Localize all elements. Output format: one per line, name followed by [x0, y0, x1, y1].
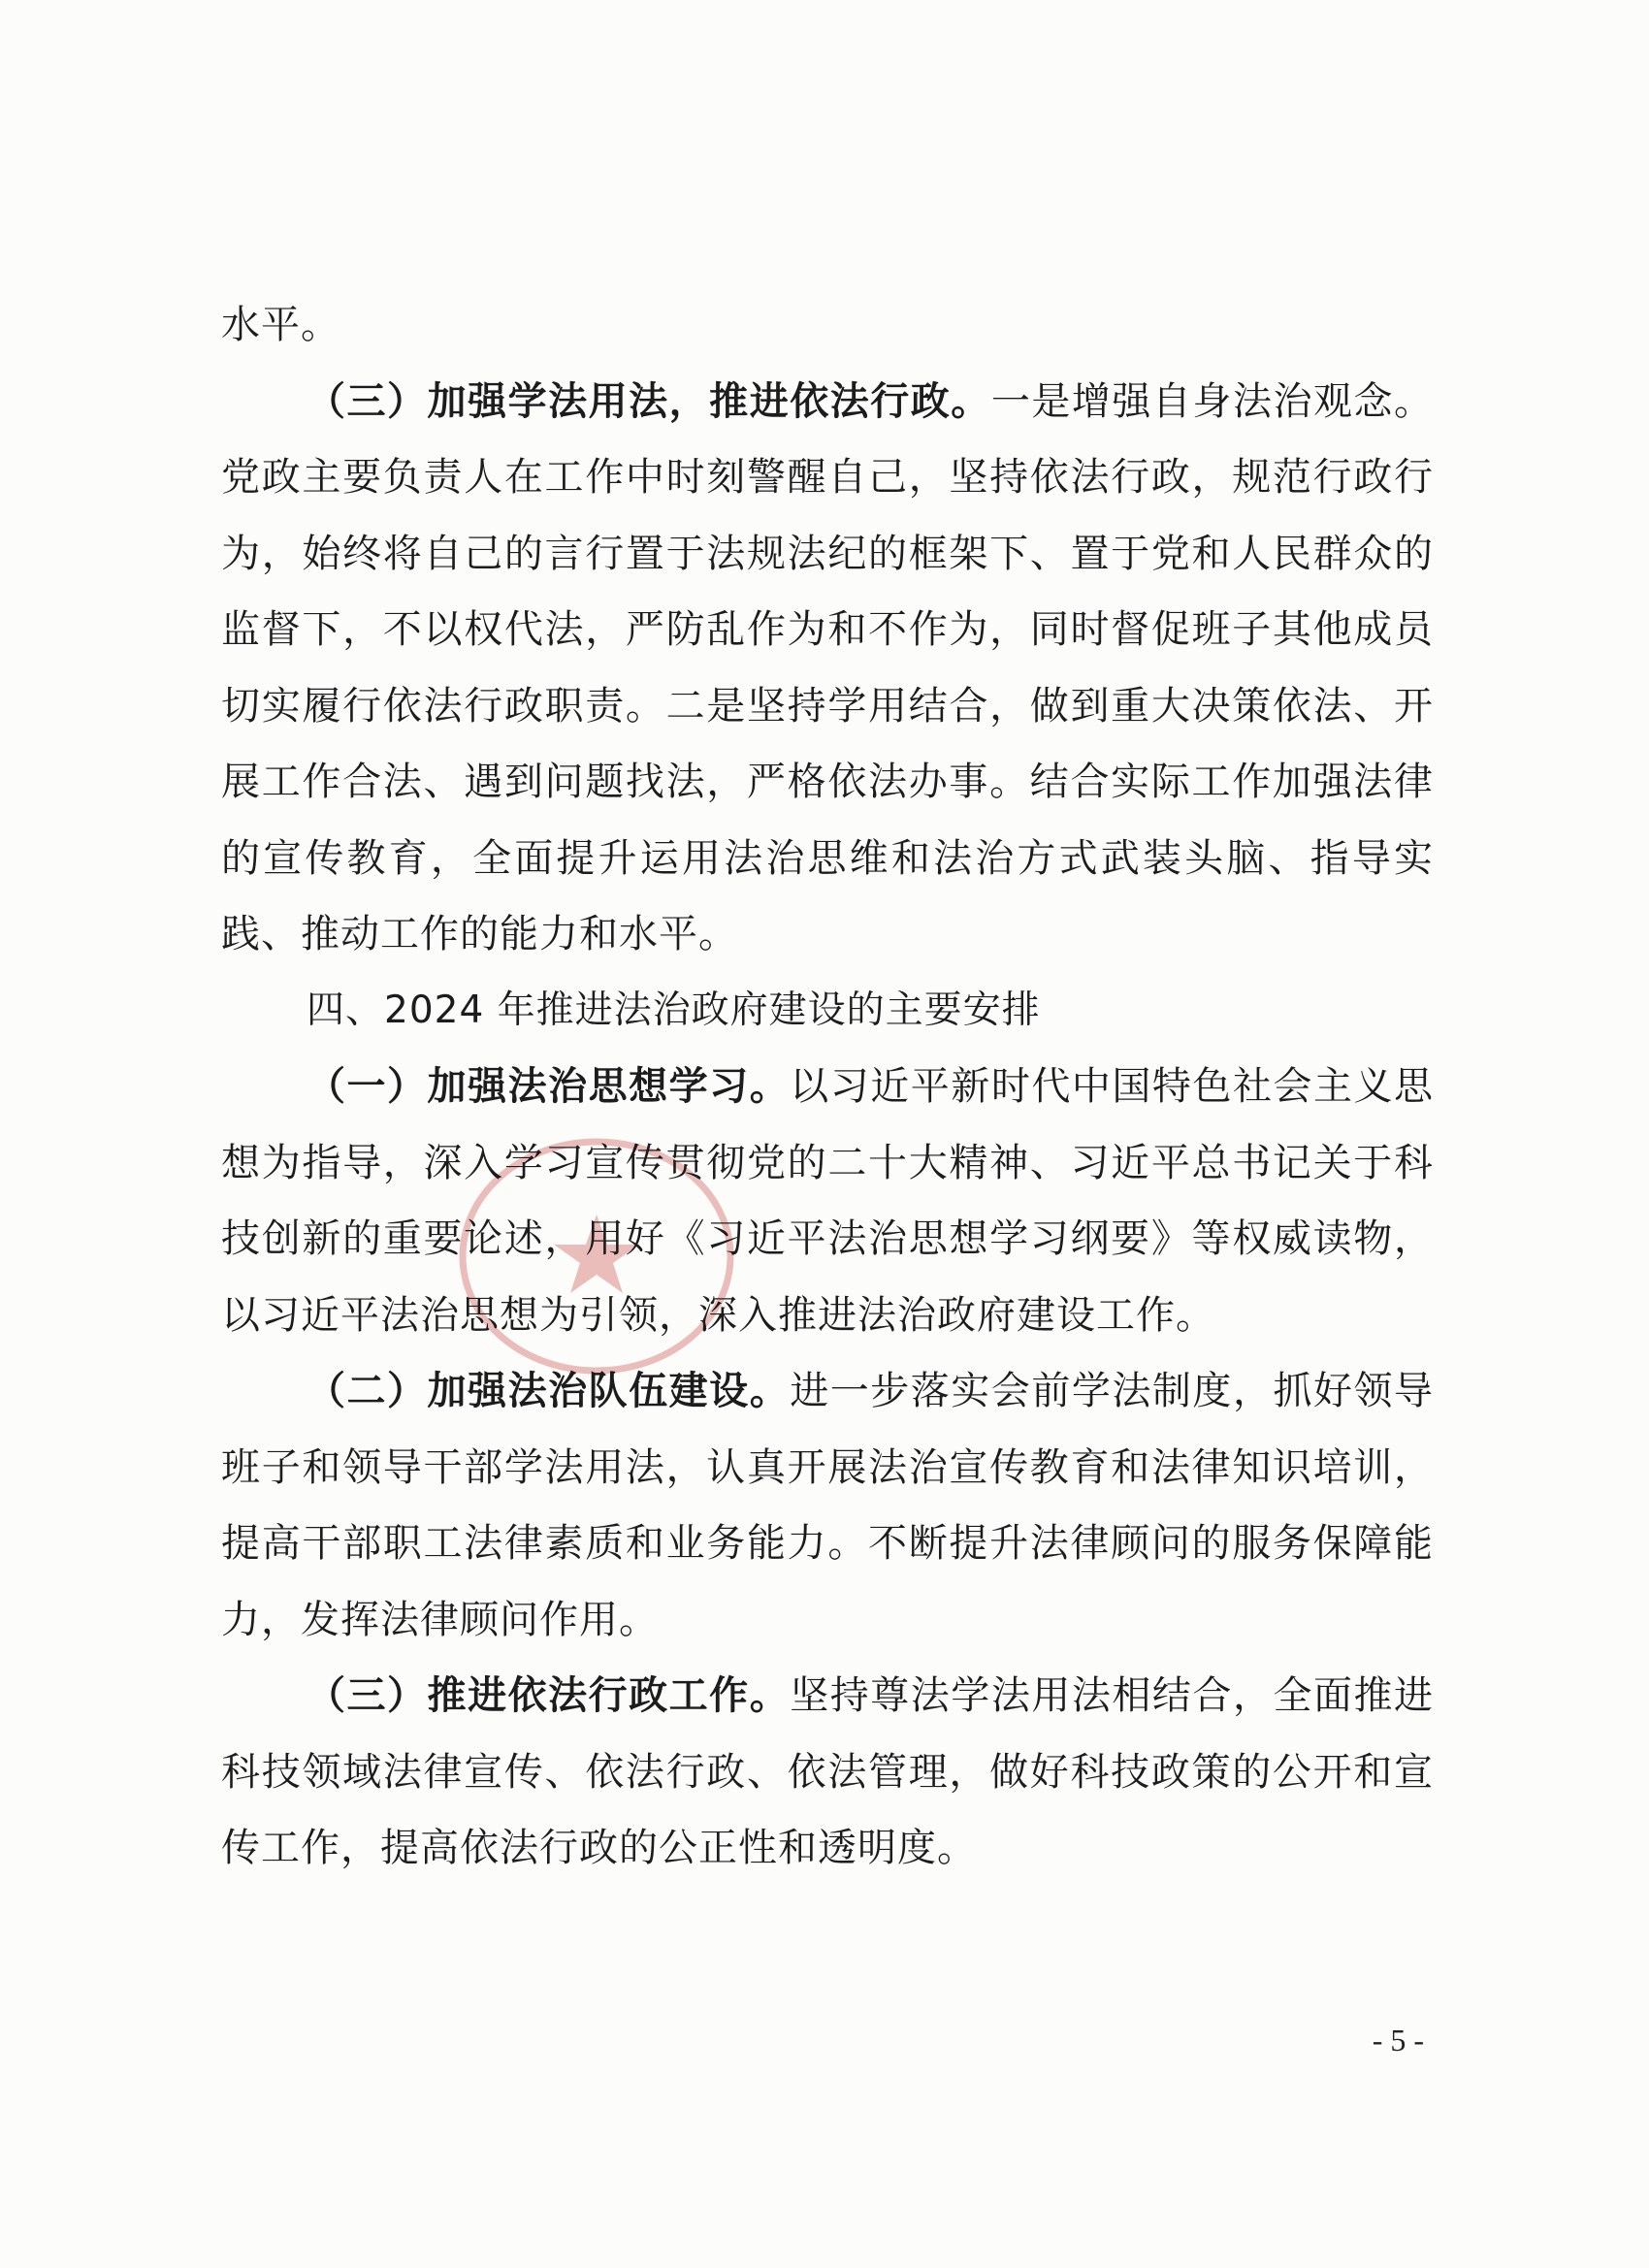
paragraph-rule-of-law-team: [221, 1353, 1434, 1658]
paragraph-rule-of-law-thought: [221, 1049, 1434, 1353]
paragraph-heading: （三）推进依法行政工作。: [307, 1672, 791, 1718]
paragraph-text: 以习近平新时代中国特色社会主义思想为指导，深入学习宣传贯彻党的二十大精神、习近平总书记关于科技创新的重要论述，用好《习近平法治思想学习纲要》等权威读物，以习近平法治思想为引领，深入推进法治政府建设工作。: [221, 1064, 1435, 1338]
paragraph-continuation: 水平。: [221, 303, 340, 347]
paragraph-heading: （一）加强法治思想学习。: [307, 1063, 791, 1109]
paragraph-heading: （三）加强学法用法，推进依法行政。: [307, 377, 991, 424]
paragraph-study-and-apply-law: [221, 364, 1434, 973]
paragraph-text: 进一步落实会前学法制度，抓好领导班子和领导干部学法用法，认真开展法治宣传教育和法律知识培训，提高干部职工法律素质和业务能力。不断提升法律顾问的服务保障能力，发挥法律顾问作用。: [221, 1369, 1435, 1642]
section-heading: 四、2024 年推进法治政府建设的主要安排: [307, 988, 1041, 1032]
page-number: - 5 -: [1372, 2023, 1424, 2057]
paragraph-heading: （二）加强法治队伍建设。: [307, 1368, 791, 1413]
document-body: [221, 287, 1434, 1887]
paragraph-text: 一是增强自身法治观念。党政主要负责人在工作中时刻警醒自己，坚持依法行政，规范行政行为，始终将自己的言行置于法规法纪的框架下、置于党和人民群众的监督下，不以权代法，严防乱作为和不作为，同时督促班子其他成员切实履行依法行政职责。二是坚持学用结合，做到重大决策依法、开展工作合法、遇到问题找法，严格依法办事。结合实际工作加强法律的宣传教育，全面提升运用法治思维和法治方式武装头脑、指导实践、推动工作的能力和水平。: [221, 378, 1435, 956]
paragraph-administration-by-law: [221, 1658, 1434, 1887]
paragraph-text: 坚持尊法学法用法相结合，全面推进科技领域法律宣传、依法行政、依法管理，做好科技政策的公开和宣传工作，提高依法行政的公正性和透明度。: [221, 1673, 1435, 1870]
